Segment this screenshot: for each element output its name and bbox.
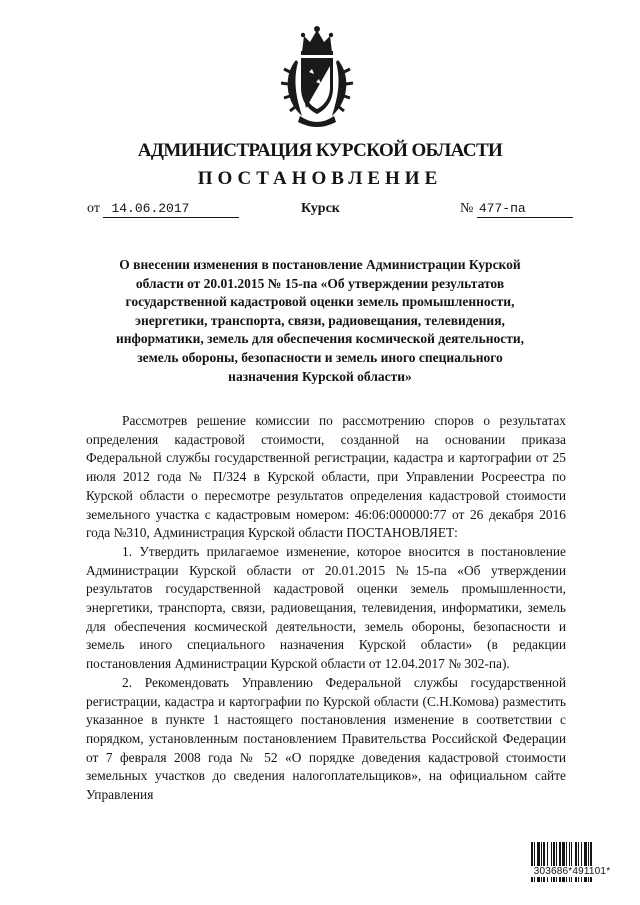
document-date-field [87,201,239,218]
barcode-number: 303686*491101* [531,866,613,877]
document-type: ПОСТАНОВЛЕНИЕ [197,168,443,189]
document-subject [86,256,554,386]
number-prefix: № [460,201,474,216]
organization-name: АДМИНИСТРАЦИЯ КУРСКОЙ ОБЛАСТИ [137,140,503,161]
body-paragraph-item-1: 1. Утвердить прилагаемое изменение, которое вносится в постановление Администрации Курской области от 20.01.2015 №15-па «Об утверждении результатов государственной кадастровой оценки земель промышленности, энергетики, транспорта, связи, радиовещания, телевидения, информатики, земель для обеспечения космической деятельности, земель обороны, безопасности и земель иного специального назначения Курской области» (в редакции постановления Администрации Курской области от 12.04.2017 № 302-па). [86,543,566,672]
document-body [86,412,566,805]
body-paragraph-preamble: Рассмотрев решение комиссии по рассмотрению споров о результатах определения кадастровой стоимости, созданной на основании приказа Федеральной службы государственной регистрации, кадастра и картографии от 25 июля 2012 года № П/324 в Курской области, при Управлении Росреестра по Курской области о пересмотре результатов определения кадастровой стоимости земельного участка с кадастровым номером: 46:06:000000:77 от 26 декабря 2016 года №310, Администрация Курской области ПОСТАНОВЛЯЕТ: [86,413,566,541]
subject-line: области от 20.01.2015 № 15-па «Об утверждении результатов [135,275,505,291]
document-city: Курск [301,201,340,216]
body-paragraph-item-2: 2. Рекомендовать Управлению Федеральной службы государственной регистрации, кадастра и картографии по Курской области (С.Н.Комова) разместить указанное в пункте 1 настоящего постановления изменение в соответствии с порядком, установленным постановлением Правительства Российской Федерации от 7 февраля 2008 года № 52 «О порядке доведения кадастровой стоимости земельных участков до сведения налогоплательщиков», на официальном сайте Управления [86,674,566,803]
coat-of-arms-emblem [276,22,358,130]
document-date: 14.06.2017 [111,201,190,216]
document-number: 477-па [478,201,526,216]
subject-line: назначения Курской области» [228,368,412,384]
document-number-field [460,201,573,218]
subject-line: энергетики, транспорта, связи, радиовещания, телевидения, [135,312,505,328]
subject-line: земель обороны, безопасности и земель иного специального [137,349,503,365]
subject-line: государственной кадастровой оценки земель промышленности, [125,294,515,310]
subject-line: О внесении изменения в постановление Администрации Курской [119,257,521,272]
date-prefix: от [87,201,100,216]
subject-line: информатики, земель для обеспечения космической деятельности, [115,331,525,347]
